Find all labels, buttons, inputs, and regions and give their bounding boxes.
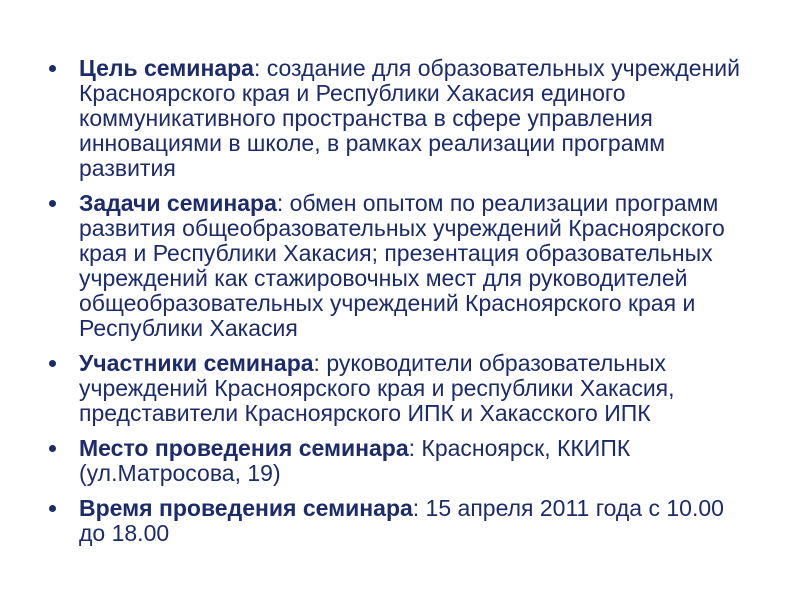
- bullet-text: : 15 апреля 2011 года с 10.00 до 18.00: [79, 495, 724, 546]
- bullet-item-participants: [45, 351, 745, 426]
- bullet-term: Место проведения семинара: [79, 435, 409, 461]
- bullet-icon: [49, 200, 56, 207]
- bullet-term: Участники семинара: [79, 350, 314, 376]
- bullet-term: Цель семинара: [79, 55, 254, 81]
- bullet-item-time: [45, 496, 745, 546]
- bullet-icon: [49, 65, 56, 72]
- bullet-text: : создание для образовательных учреждений Красноярского края и Республики Хакасия единого коммуникативного пространства в сфере управления инновациями в школе, в рамках реализации программ развития: [79, 55, 740, 181]
- bullet-text: : Красноярск, ККИПК (ул.Матросова, 19): [79, 435, 631, 486]
- bullet-text: : обмен опытом по реализации программ развития общеобразовательных учреждений Красноярского края и Республики Хакасия; презентация образовательных учреждений как стажировочных мест для руководителей общеобразовательных учреждений Красноярского края и Республики Хакасия: [79, 190, 725, 341]
- bullet-text: : руководители образовательных учреждений Красноярского края и республики Хакасия, представители Красноярского ИПК и Хакасского ИПК: [79, 350, 675, 426]
- bullet-term: Задачи семинара: [79, 190, 277, 216]
- bullet-term: Время проведения семинара: [79, 495, 413, 521]
- bullet-icon: [49, 360, 56, 367]
- bullet-item-tasks: [45, 191, 745, 341]
- bullet-list: [45, 56, 745, 556]
- bullet-item-venue: [45, 436, 745, 486]
- bullet-item-goal: [45, 56, 745, 181]
- bullet-icon: [49, 505, 56, 512]
- bullet-icon: [49, 445, 56, 452]
